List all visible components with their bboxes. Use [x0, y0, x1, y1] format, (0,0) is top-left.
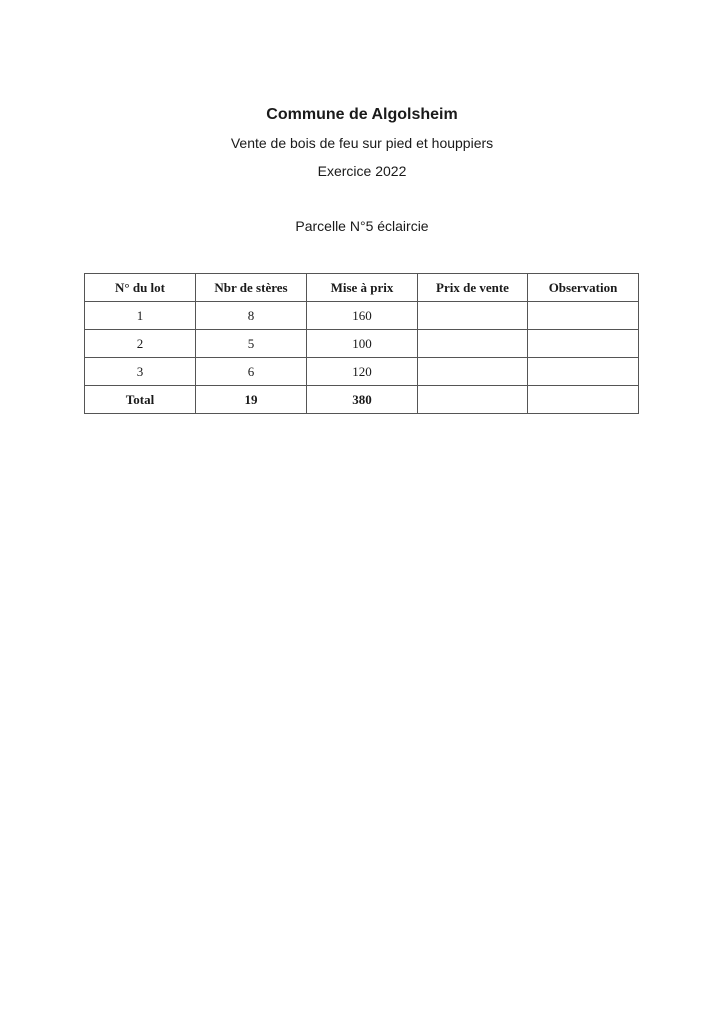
lots-table: [84, 273, 639, 414]
total-label: Total: [85, 386, 196, 414]
cell-mise-a-prix: 160: [307, 302, 418, 330]
table-header-row: [85, 274, 639, 302]
cell-lot: 2: [85, 330, 196, 358]
cell-steres: 6: [196, 358, 307, 386]
cell-steres: 5: [196, 330, 307, 358]
exercise-year: Exercice 2022: [317, 163, 407, 179]
table-row: [85, 330, 639, 358]
total-mise-a-prix: 380: [307, 386, 418, 414]
column-header-observation: Observation: [528, 274, 639, 302]
total-prix-de-vente: [418, 386, 528, 414]
cell-lot: 1: [85, 302, 196, 330]
total-observation: [528, 386, 639, 414]
cell-prix-de-vente: [418, 330, 528, 358]
total-steres: 19: [196, 386, 307, 414]
cell-prix-de-vente: [418, 358, 528, 386]
cell-observation: [528, 330, 639, 358]
table-row: [85, 358, 639, 386]
cell-observation: [528, 302, 639, 330]
cell-steres: 8: [196, 302, 307, 330]
cell-mise-a-prix: 100: [307, 330, 418, 358]
cell-prix-de-vente: [418, 302, 528, 330]
parcel-label: Parcelle N°5 éclaircie: [295, 218, 429, 234]
column-header-lot: N° du lot: [85, 274, 196, 302]
column-header-prix-de-vente: Prix de vente: [418, 274, 528, 302]
page-subtitle: Vente de bois de feu sur pied et houppiers: [230, 135, 494, 151]
column-header-mise-a-prix: Mise à prix: [307, 274, 418, 302]
cell-observation: [528, 358, 639, 386]
table-total-row: [85, 386, 639, 414]
cell-mise-a-prix: 120: [307, 358, 418, 386]
page-title: Commune de Algolsheim: [266, 106, 458, 123]
cell-lot: 3: [85, 358, 196, 386]
column-header-steres: Nbr de stères: [196, 274, 307, 302]
table-row: [85, 302, 639, 330]
